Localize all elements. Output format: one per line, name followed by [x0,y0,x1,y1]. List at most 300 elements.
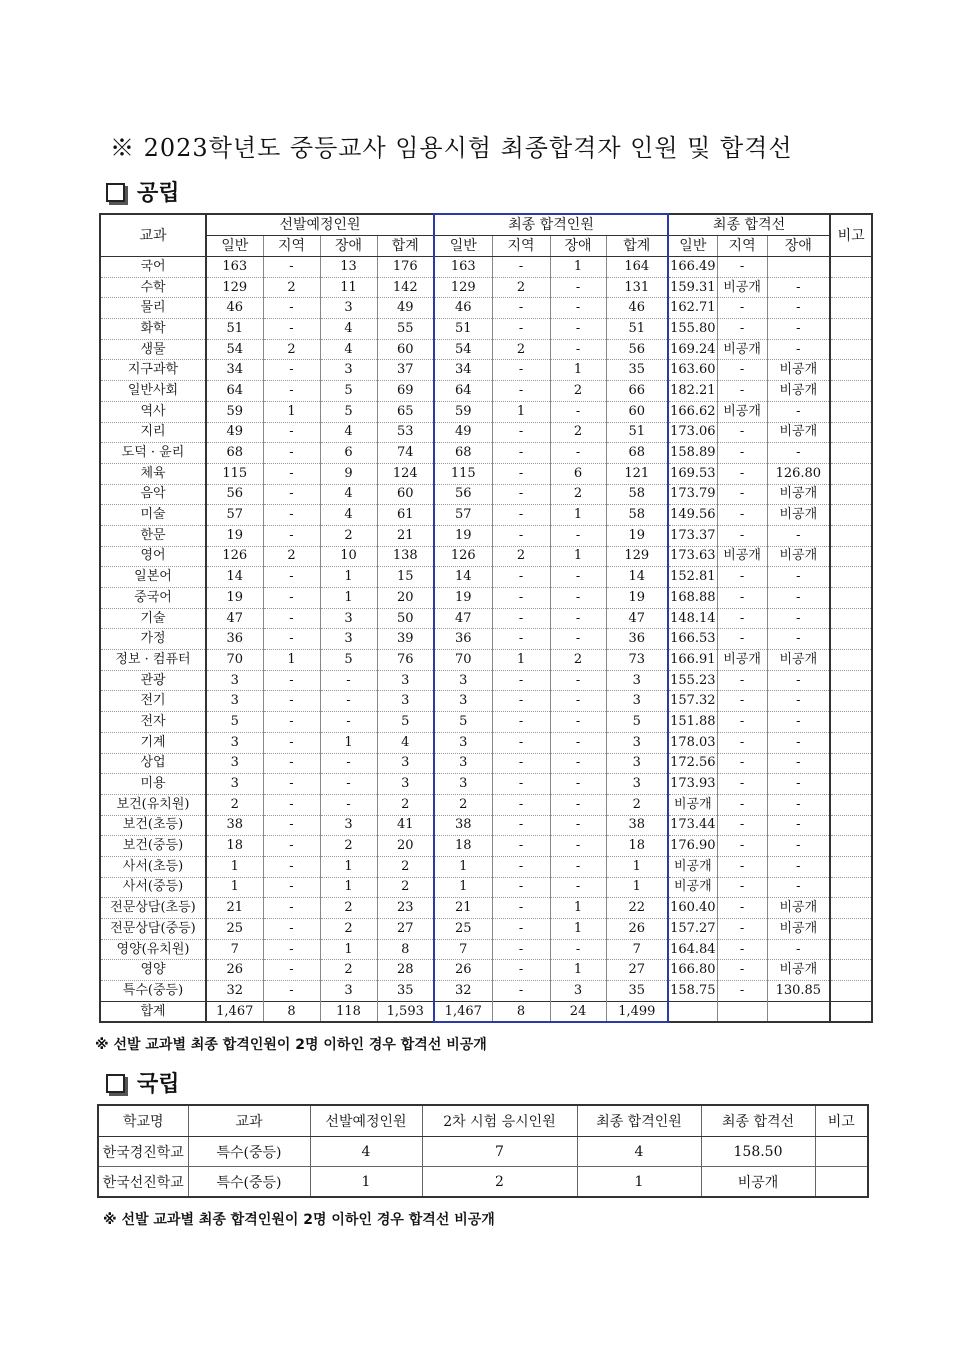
cutoff-cell: - [767,525,830,546]
planned-cell: 34 [206,360,263,381]
cutoff-cell: 비공개 [767,650,830,671]
national-cell: 1 [310,1167,422,1198]
passed-cell: 18 [434,836,492,857]
cutoff-cell: - [767,298,830,319]
passed-cell: 2 [550,484,606,505]
remarks-cell [830,1001,872,1022]
subject-cell: 특수(중등) [100,981,206,1002]
cutoff-cell: 155.80 [668,319,717,340]
cutoff-cell: 166.80 [668,960,717,981]
remarks-cell [830,319,872,340]
cutoff-cell: - [717,360,767,381]
passed-cell: 1 [434,877,492,898]
cutoff-cell: 159.31 [668,277,717,298]
planned-cell: 38 [206,815,263,836]
passed-cell: 1 [492,401,550,422]
subject-cell: 상업 [100,753,206,774]
table-row [100,381,872,402]
cutoff-cell: - [767,712,830,733]
cutoff-cell: 158.75 [668,981,717,1002]
header-total: 합계 [377,236,434,257]
passed-cell: - [550,732,606,753]
cutoff-cell: 비공개 [767,360,830,381]
passed-cell: - [550,753,606,774]
cutoff-cell: 비공개 [767,919,830,940]
planned-cell: - [263,898,320,919]
table-row [100,339,872,360]
passed-cell: 164 [606,257,668,278]
total-label: 합계 [100,1001,206,1022]
passed-cell: 73 [606,650,668,671]
planned-cell: - [320,794,377,815]
planned-cell: 3 [320,815,377,836]
planned-cell: - [263,257,320,278]
passed-cell: - [550,629,606,650]
cutoff-cell: 166.91 [668,650,717,671]
header-regional: 지역 [263,236,320,257]
passed-cell: 3 [434,732,492,753]
table-row [100,463,872,484]
header-general: 일반 [206,236,263,257]
national-cell: 4 [310,1137,422,1167]
planned-cell: 32 [206,981,263,1002]
passed-cell: - [492,898,550,919]
table-row [100,774,872,795]
planned-cell: - [320,712,377,733]
planned-cell: - [263,463,320,484]
passed-cell: 131 [606,277,668,298]
passed-cell: - [550,567,606,588]
cutoff-cell: - [717,670,767,691]
header-cutoff: 최종 합격선 [668,214,830,236]
planned-cell: 2 [263,339,320,360]
planned-cell: - [320,753,377,774]
table-row [100,360,872,381]
table-row [100,401,872,422]
passed-cell: - [550,815,606,836]
planned-cell: - [263,836,320,857]
planned-cell: - [263,319,320,340]
planned-cell: 9 [320,463,377,484]
national-cell: 7 [422,1137,577,1167]
planned-cell: 3 [206,691,263,712]
national-cell: 158.50 [701,1137,815,1167]
cutoff-cell: - [767,401,830,422]
planned-cell: - [263,629,320,650]
planned-cell: 25 [206,919,263,940]
cutoff-cell: - [767,629,830,650]
passed-cell: 1 [606,856,668,877]
planned-cell: 2 [377,877,434,898]
planned-cell: 2 [320,960,377,981]
table-row [100,960,872,981]
subject-cell: 전문상담(중등) [100,919,206,940]
planned-cell: 20 [377,588,434,609]
remarks-cell [830,670,872,691]
table-row [100,753,872,774]
cutoff-cell: - [767,939,830,960]
remarks-cell [830,525,872,546]
table-row [100,650,872,671]
national-cell: 특수(중등) [188,1167,310,1198]
planned-cell: - [263,753,320,774]
passed-cell: - [550,339,606,360]
national-cell: 한국선진학교 [98,1167,188,1198]
planned-cell: - [320,691,377,712]
passed-cell: - [492,360,550,381]
passed-cell: 60 [606,401,668,422]
cutoff-cell: - [717,629,767,650]
cutoff-cell: 173.37 [668,525,717,546]
subject-cell: 지리 [100,422,206,443]
planned-cell: 19 [206,588,263,609]
passed-cell: 5 [606,712,668,733]
passed-cell: - [550,319,606,340]
passed-cell: 7 [606,939,668,960]
passed-cell: 3 [434,753,492,774]
planned-cell: 35 [377,981,434,1002]
passed-cell: 34 [434,360,492,381]
cutoff-cell: - [767,774,830,795]
remarks-cell [830,360,872,381]
planned-cell: 56 [206,484,263,505]
cutoff-cell: - [717,919,767,940]
cutoff-cell [767,257,830,278]
passed-cell: - [492,877,550,898]
national-results-table [97,1104,869,1198]
planned-cell: 1 [206,856,263,877]
passed-cell: 2 [492,277,550,298]
planned-cell: 8 [377,939,434,960]
table-row [98,1167,868,1198]
planned-cell: 19 [206,525,263,546]
passed-cell: 58 [606,505,668,526]
table-row [100,525,872,546]
passed-cell: - [492,567,550,588]
cutoff-cell: 164.84 [668,939,717,960]
planned-cell: - [263,877,320,898]
cutoff-cell: 비공개 [717,650,767,671]
cutoff-cell: - [717,588,767,609]
remarks-cell [830,691,872,712]
table-row [98,1137,868,1167]
passed-cell: - [492,381,550,402]
cutoff-cell: - [767,670,830,691]
cutoff-cell: 비공개 [767,381,830,402]
planned-cell: 5 [320,401,377,422]
subject-cell: 기계 [100,732,206,753]
cutoff-cell: - [717,877,767,898]
planned-cell: 2 [320,898,377,919]
planned-cell: 3 [206,670,263,691]
planned-cell: 115 [206,463,263,484]
table-row [100,732,872,753]
cutoff-cell: 176.90 [668,836,717,857]
passed-cell: 6 [550,463,606,484]
planned-cell: 1 [320,732,377,753]
cutoff-cell: 166.62 [668,401,717,422]
passed-cell: 129 [606,546,668,567]
remarks-cell [830,877,872,898]
passed-cell: - [492,484,550,505]
passed-cell: - [492,753,550,774]
cutoff-cell: 149.56 [668,505,717,526]
planned-cell: 3 [320,629,377,650]
passed-cell: 19 [606,525,668,546]
passed-cell: 121 [606,463,668,484]
remarks-cell [830,484,872,505]
table-row [100,939,872,960]
cutoff-cell: - [717,505,767,526]
cutoff-cell: - [717,422,767,443]
passed-cell: 32 [434,981,492,1002]
subject-cell: 미술 [100,505,206,526]
passed-cell: 49 [434,422,492,443]
passed-cell: - [550,298,606,319]
remarks-cell [830,753,872,774]
passed-cell: - [492,774,550,795]
passed-cell: 3 [606,753,668,774]
national-header-cell: 최종 합격선 [701,1105,815,1137]
planned-cell: 4 [320,422,377,443]
planned-cell: 5 [206,712,263,733]
header-disabled: 장애 [320,236,377,257]
cutoff-cell: - [767,443,830,464]
passed-cell: - [550,877,606,898]
passed-cell: 115 [434,463,492,484]
passed-cell: - [492,505,550,526]
table-row [100,836,872,857]
table-row [100,691,872,712]
passed-cell: 56 [434,484,492,505]
planned-cell: 64 [206,381,263,402]
planned-cell: - [263,484,320,505]
planned-cell: 2 [263,546,320,567]
planned-cell: 1 [320,939,377,960]
planned-cell: 2 [320,525,377,546]
planned-cell: - [263,815,320,836]
planned-cell: - [320,774,377,795]
remarks-cell [830,608,872,629]
subject-cell: 한문 [100,525,206,546]
table-row [100,877,872,898]
passed-cell: 2 [550,422,606,443]
national-cell [815,1167,868,1198]
planned-cell: 4 [377,732,434,753]
planned-cell: 129 [206,277,263,298]
subject-cell: 체육 [100,463,206,484]
subject-cell: 전자 [100,712,206,733]
header-remarks: 비고 [830,214,872,257]
passed-cell: 26 [606,919,668,940]
remarks-cell [830,567,872,588]
table-row [100,670,872,691]
cutoff-cell: - [717,463,767,484]
subject-cell: 일반사회 [100,381,206,402]
planned-cell: - [263,588,320,609]
cutoff-cell: - [767,732,830,753]
cutoff-cell: 173.06 [668,422,717,443]
planned-cell: 2 [320,919,377,940]
passed-cell: 68 [606,443,668,464]
national-cell [815,1137,868,1167]
cutoff-cell: - [767,753,830,774]
passed-cell: 51 [606,319,668,340]
table-row [100,484,872,505]
passed-cell: 35 [606,981,668,1002]
passed-cell: - [550,774,606,795]
passed-cell: - [492,443,550,464]
passed-cell: 1 [550,960,606,981]
table-row [100,588,872,609]
remarks-cell [830,650,872,671]
table-row [100,856,872,877]
subject-cell: 물리 [100,298,206,319]
passed-total-cell: 1,467 [434,1001,492,1022]
cutoff-cell: - [767,836,830,857]
passed-cell: - [550,670,606,691]
table-row [100,919,872,940]
planned-cell: 28 [377,960,434,981]
cutoff-cell: 비공개 [717,277,767,298]
planned-cell: 176 [377,257,434,278]
page-title: ※ 2023학년도 중등교사 임용시험 최종합격자 인원 및 합격선 [110,134,793,162]
passed-cell: - [492,712,550,733]
cutoff-cell: - [717,525,767,546]
national-header-cell: 최종 합격인원 [577,1105,701,1137]
planned-cell: 36 [206,629,263,650]
planned-total-cell: 1,593 [377,1001,434,1022]
subject-cell: 전문상담(초등) [100,898,206,919]
cutoff-cell: - [717,319,767,340]
national-section-label: 국립 [137,1072,180,1097]
subject-cell: 기술 [100,608,206,629]
planned-cell: 74 [377,443,434,464]
national-header-cell: 교과 [188,1105,310,1137]
passed-cell: 35 [606,360,668,381]
planned-cell: 18 [206,836,263,857]
planned-cell: 142 [377,277,434,298]
cutoff-cell: - [717,443,767,464]
planned-cell: 3 [377,753,434,774]
national-cell: 1 [577,1167,701,1198]
national-header-cell: 학교명 [98,1105,188,1137]
remarks-cell [830,981,872,1002]
planned-total-cell: 118 [320,1001,377,1022]
national-header-cell: 비고 [815,1105,868,1137]
planned-cell: 1 [320,877,377,898]
planned-cell: - [263,670,320,691]
planned-cell: 138 [377,546,434,567]
planned-cell: - [263,712,320,733]
planned-cell: - [263,939,320,960]
planned-cell: 53 [377,422,434,443]
cutoff-cell: - [717,567,767,588]
subject-cell: 영양 [100,960,206,981]
cutoff-cell: 162.71 [668,298,717,319]
cutoff-cell: 비공개 [668,794,717,815]
passed-cell: - [492,836,550,857]
cutoff-cell: 비공개 [767,546,830,567]
checkbox-square-icon [106,183,125,202]
public-section-heading [106,176,180,207]
passed-cell: - [550,588,606,609]
header-general: 일반 [668,236,717,257]
cutoff-cell: - [717,298,767,319]
planned-cell: 4 [320,484,377,505]
subject-cell: 수학 [100,277,206,298]
planned-cell: 5 [377,712,434,733]
passed-cell: 54 [434,339,492,360]
remarks-cell [830,815,872,836]
planned-cell: 27 [377,919,434,940]
passed-cell: - [550,608,606,629]
passed-cell: 51 [606,422,668,443]
passed-cell: - [492,960,550,981]
passed-cell: - [492,629,550,650]
planned-cell: 51 [206,319,263,340]
remarks-cell [830,588,872,609]
passed-cell: - [492,794,550,815]
planned-cell: 59 [206,401,263,422]
planned-cell: - [263,567,320,588]
table-row [100,981,872,1002]
passed-cell: 2 [550,381,606,402]
remarks-cell [830,381,872,402]
subject-cell: 국어 [100,257,206,278]
passed-cell: 14 [434,567,492,588]
remarks-cell [830,443,872,464]
cutoff-cell: - [767,339,830,360]
passed-cell: 58 [606,484,668,505]
cutoff-cell: - [717,794,767,815]
passed-cell: 36 [434,629,492,650]
planned-cell: 3 [320,360,377,381]
table-row [100,629,872,650]
planned-cell: - [263,981,320,1002]
passed-cell: 2 [434,794,492,815]
cutoff-cell: - [767,277,830,298]
table-row [100,422,872,443]
planned-cell: 2 [320,836,377,857]
passed-cell: 47 [606,608,668,629]
passed-cell: - [492,919,550,940]
passed-cell: 2 [550,650,606,671]
passed-cell: 1 [606,877,668,898]
cutoff-cell: - [767,856,830,877]
subject-cell: 생물 [100,339,206,360]
subject-cell: 도덕 · 윤리 [100,443,206,464]
planned-cell: 3 [377,774,434,795]
header-regional: 지역 [492,236,550,257]
planned-cell: 3 [206,732,263,753]
table-row [100,505,872,526]
subject-cell: 음악 [100,484,206,505]
passed-cell: 66 [606,381,668,402]
passed-cell: 21 [434,898,492,919]
public-section-label: 공립 [137,181,180,206]
planned-total-cell: 8 [263,1001,320,1022]
passed-cell: 7 [434,939,492,960]
cutoff-cell: 비공개 [717,401,767,422]
remarks-cell [830,960,872,981]
cutoff-cell: - [717,381,767,402]
planned-cell: 37 [377,360,434,381]
cutoff-cell: - [767,608,830,629]
cutoff-cell: - [767,877,830,898]
cutoff-cell: - [717,691,767,712]
passed-cell: 51 [434,319,492,340]
